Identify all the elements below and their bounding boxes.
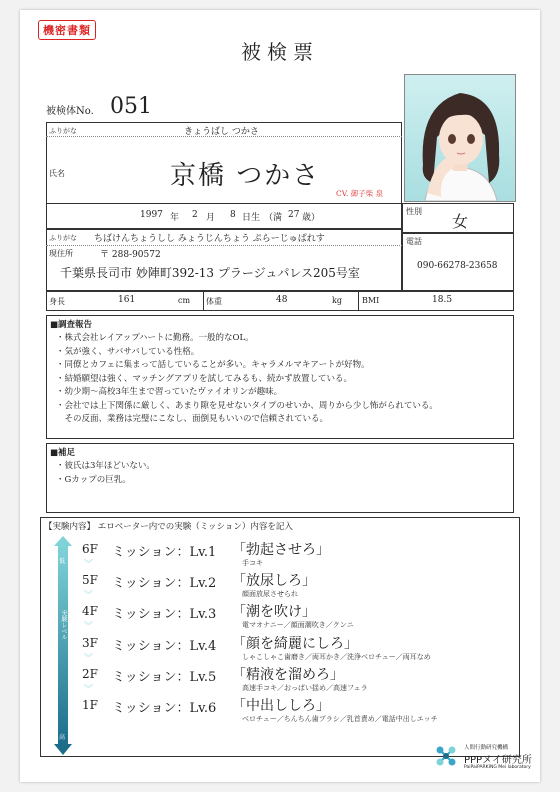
floor-label: 2F [82,667,98,681]
body-sep-1 [203,291,204,311]
notes-list [56,460,155,487]
mission-task: 「精液を溜めろ」 [232,667,344,683]
report-line: ・気が強く、サバサバしている性格。 [56,346,200,357]
report-list [56,332,438,427]
name-label: 氏名 [49,169,65,178]
address-furigana: ちばけんちょうしし みょうじんちょう ぷらーじゅぱれす [94,234,325,244]
mission-detail: 電マオナニー／顔面潮吹き／クンニ [242,621,354,629]
arrow-low-label: 低 [59,558,66,565]
address-divider [46,245,402,246]
birth-month: 2 [192,210,198,220]
arrow-high-label: 高 [59,734,66,741]
report-line: ・会社では上下関係に厳しく、あまり隙を見せないタイプのせいか、周りから少し怖がられている。 [56,400,438,411]
name-furigana: きょうばし つかさ [184,127,259,137]
molecule-logo-icon [434,744,458,768]
floor-label: 5F [82,573,98,587]
birth-year-unit: 年 [170,213,180,223]
bmi-value: 18.5 [432,295,453,305]
chevron-down-icon: ︾ [84,654,94,664]
portrait-illustration [405,75,515,201]
cv-credit: CV. 御子柴 泉 [336,189,383,198]
mission-level: ミッション：Lv.3 [112,607,217,622]
mission-level: ミッション：Lv.2 [112,576,217,591]
weight-label: 体重 [206,297,222,306]
height-label: 身長 [49,297,65,306]
chevron-down-icon: ︾ [84,591,94,601]
mission-task: 「潮を吹け」 [232,604,316,620]
mission-task: 「中出ししろ」 [232,698,330,714]
height-value: 161 [118,295,136,305]
bmi-label: BMI [362,296,380,305]
mission-detail: 手コキ [242,559,263,567]
floor-label: 4F [82,604,98,618]
org-english-name: PaiPaiPARKING Mei laboratory [464,765,531,770]
notes-line: ・Gカップの巨乳。 [56,474,131,485]
subject-no-label: 被検体No. [46,106,94,117]
phone-value: 090-66278-23658 [417,261,498,271]
mission-detail: 高速手コキ／おっぱい揺め／高速フェラ [242,684,368,692]
mission-detail: ベロチュー／ちんちん歯ブラシ／乳首責め／電話中出しエッチ [242,715,438,723]
report-line: ・結婚願望は強く、マッチングアプリを試してみるも、続かず放置している。 [56,373,353,384]
org-name: PPPメイ研究所 [464,755,532,766]
gender-value: 女 [452,212,469,231]
floor-label: 1F [82,698,98,712]
mission-level: ミッション：Lv.1 [112,545,217,560]
arrow-mid-label: 実験レベル [60,610,67,640]
chevron-down-icon: ︾ [84,685,94,695]
birth-day-unit: 日生 [242,213,261,223]
confidential-stamp: 機密書類 [38,20,96,40]
name-furigana-label: ふりがな [49,127,77,135]
chevron-down-icon: ︾ [84,622,94,632]
weight-value: 48 [276,295,288,305]
chevron-down-icon: ︾ [84,560,94,570]
report-line: ・株式会社レイアップハートに勤務。一般的なOL。 [56,333,254,343]
subject-no-value: 051 [110,94,152,119]
document-sheet [20,10,540,782]
mission-detail: しゃこしゃこ歯磨き／両耳かき／洗浄ベロチュー／両耳なめ [242,653,431,661]
birth-row [46,203,402,229]
postal-code: 〒 288-90572 [100,250,161,260]
subject-name: 京橋 つかさ [170,161,321,191]
address-label: 現住所 [49,249,73,258]
report-heading: ■調査報告 [50,320,93,330]
birth-day: 8 [230,210,236,220]
page-title: 被検票 [241,40,319,64]
age-suffix: 歳） [302,213,321,223]
floor-label: 3F [82,636,98,650]
birth-year: 1997 [140,210,163,220]
address-furigana-label: ふりがな [49,234,77,242]
birth-month-unit: 月 [206,213,216,223]
notes-heading: ■補足 [50,448,76,458]
arrow-head-bottom [54,744,72,755]
age-prefix: （満 [264,213,283,223]
mission-task: 「放尿しろ」 [232,573,316,589]
level-arrow [58,545,68,745]
floor-label: 6F [82,542,98,556]
mission-detail: 顔面放尿させられ [242,590,298,598]
missions-heading: 【実験内容】 エロベーター内での実験（ミッション）内容を記入 [44,522,293,532]
portrait-photo [404,74,516,202]
mission-level: ミッション：Lv.4 [112,639,217,654]
body-sep-2 [358,291,359,311]
report-line: その反面、業務は完璧にこなし、面倒見もいいので信頼されている。 [56,414,329,424]
gender-label: 性別 [406,207,422,216]
report-line: ・幼少期～高校3年生まで習っていたヴァイオリンが趣味。 [56,387,283,397]
report-line: ・同僚とカフェに集まって話していることが多い。キャラメルマキアートが好物。 [56,360,370,370]
phone-label: 電話 [406,237,422,246]
org-small-label: 人間行動研究機構 [464,745,509,751]
weight-unit: kg [332,296,342,305]
mission-task: 「勃起させろ」 [232,542,330,558]
height-unit: cm [178,296,191,305]
mission-level: ミッション：Lv.6 [112,701,217,716]
mission-level: ミッション：Lv.5 [112,670,217,685]
address-value: 千葉県長司市 妙陣町392-13 プラージュパレス205号室 [60,266,360,280]
mission-task: 「顔を綺麗にしろ」 [232,636,358,652]
notes-line: ・彼氏は3年ほどいない。 [56,461,155,471]
age-value: 27 [288,210,300,220]
